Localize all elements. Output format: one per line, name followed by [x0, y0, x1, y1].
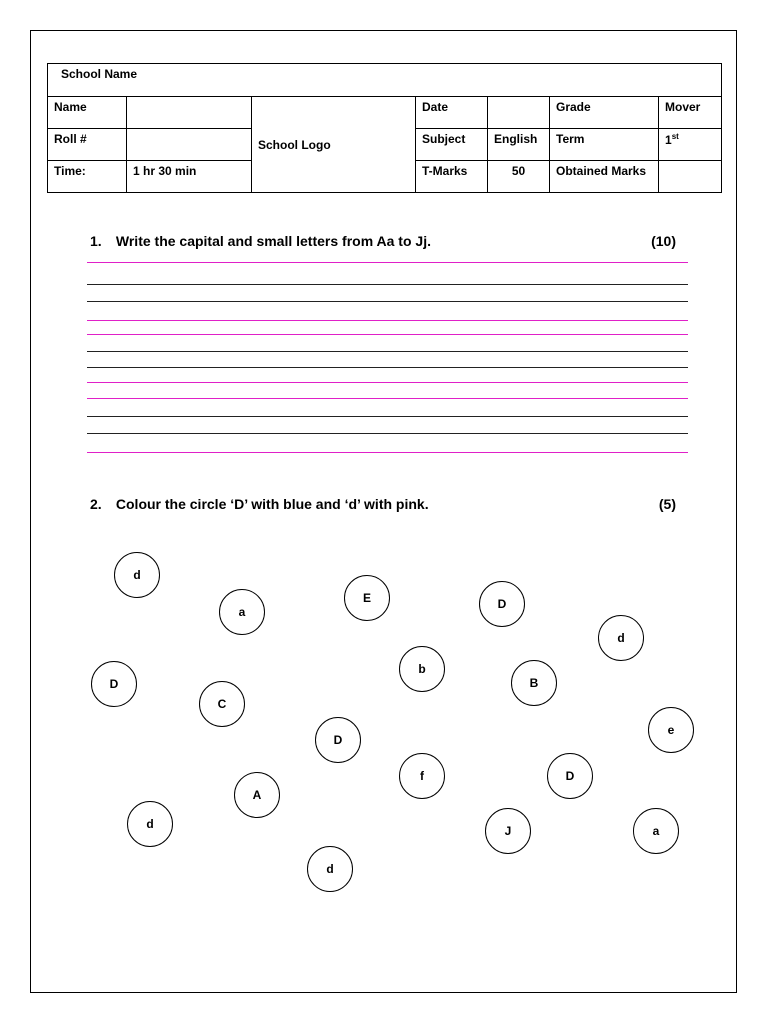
- question-1-marks: (10): [651, 233, 676, 249]
- term-suffix: st: [671, 132, 679, 141]
- letter-circle[interactable]: d: [598, 615, 644, 661]
- base-line: [87, 433, 688, 434]
- question-2-marks: (5): [658, 496, 676, 512]
- base-line: [87, 416, 688, 417]
- term-label: Term: [550, 129, 659, 161]
- question-2-number: 2.: [90, 496, 102, 512]
- question-1-text: Write the capital and small letters from Aa to Jj.: [115, 233, 431, 249]
- question-1: [90, 233, 680, 249]
- subject-value: English: [488, 129, 550, 161]
- letter-circle[interactable]: D: [315, 717, 361, 763]
- question-2: [90, 496, 680, 512]
- letter-circle[interactable]: d: [114, 552, 160, 598]
- letter-circle[interactable]: e: [648, 707, 694, 753]
- letter-circle[interactable]: b: [399, 646, 445, 692]
- letter-circle[interactable]: a: [219, 589, 265, 635]
- letter-circle[interactable]: B: [511, 660, 557, 706]
- guide-line: [87, 262, 688, 263]
- school-name: School Name: [48, 64, 722, 97]
- guide-line: [87, 382, 688, 383]
- subject-label: Subject: [416, 129, 488, 161]
- date-field[interactable]: [488, 97, 550, 129]
- time-label: Time:: [48, 161, 127, 193]
- school-info-table: [47, 63, 722, 193]
- letter-circle[interactable]: E: [344, 575, 390, 621]
- grade-label: Grade: [550, 97, 659, 129]
- handwriting-lines[interactable]: [87, 262, 688, 457]
- letter-circle[interactable]: D: [547, 753, 593, 799]
- letter-circle[interactable]: d: [127, 801, 173, 847]
- letter-circle[interactable]: J: [485, 808, 531, 854]
- name-field[interactable]: [127, 97, 252, 129]
- base-line: [87, 301, 688, 302]
- question-2-text: Colour the circle ‘D’ with blue and ‘d’ with pink.: [115, 496, 429, 512]
- guide-line: [87, 334, 688, 335]
- tmarks-value: 50: [488, 161, 550, 193]
- letter-circle[interactable]: C: [199, 681, 245, 727]
- term-number: 1: [665, 133, 672, 147]
- roll-label: Roll #: [48, 129, 127, 161]
- obtained-marks-field[interactable]: [659, 161, 722, 193]
- school-logo: School Logo: [252, 97, 416, 193]
- base-line: [87, 351, 688, 352]
- question-1-number: 1.: [90, 233, 102, 249]
- base-line: [87, 284, 688, 285]
- tmarks-label: T-Marks: [416, 161, 488, 193]
- guide-line: [87, 398, 688, 399]
- letter-circle[interactable]: a: [633, 808, 679, 854]
- roll-field[interactable]: [127, 129, 252, 161]
- letter-circle[interactable]: d: [307, 846, 353, 892]
- base-line: [87, 367, 688, 368]
- guide-line: [87, 320, 688, 321]
- letter-circle[interactable]: A: [234, 772, 280, 818]
- term-value: [659, 129, 722, 161]
- grade-value: Mover: [659, 97, 722, 129]
- letter-circle[interactable]: D: [479, 581, 525, 627]
- time-value: 1 hr 30 min: [127, 161, 252, 193]
- letter-circle[interactable]: D: [91, 661, 137, 707]
- guide-line: [87, 452, 688, 453]
- letter-circle[interactable]: f: [399, 753, 445, 799]
- date-label: Date: [416, 97, 488, 129]
- obtained-marks-label: Obtained Marks: [550, 161, 659, 193]
- name-label: Name: [48, 97, 127, 129]
